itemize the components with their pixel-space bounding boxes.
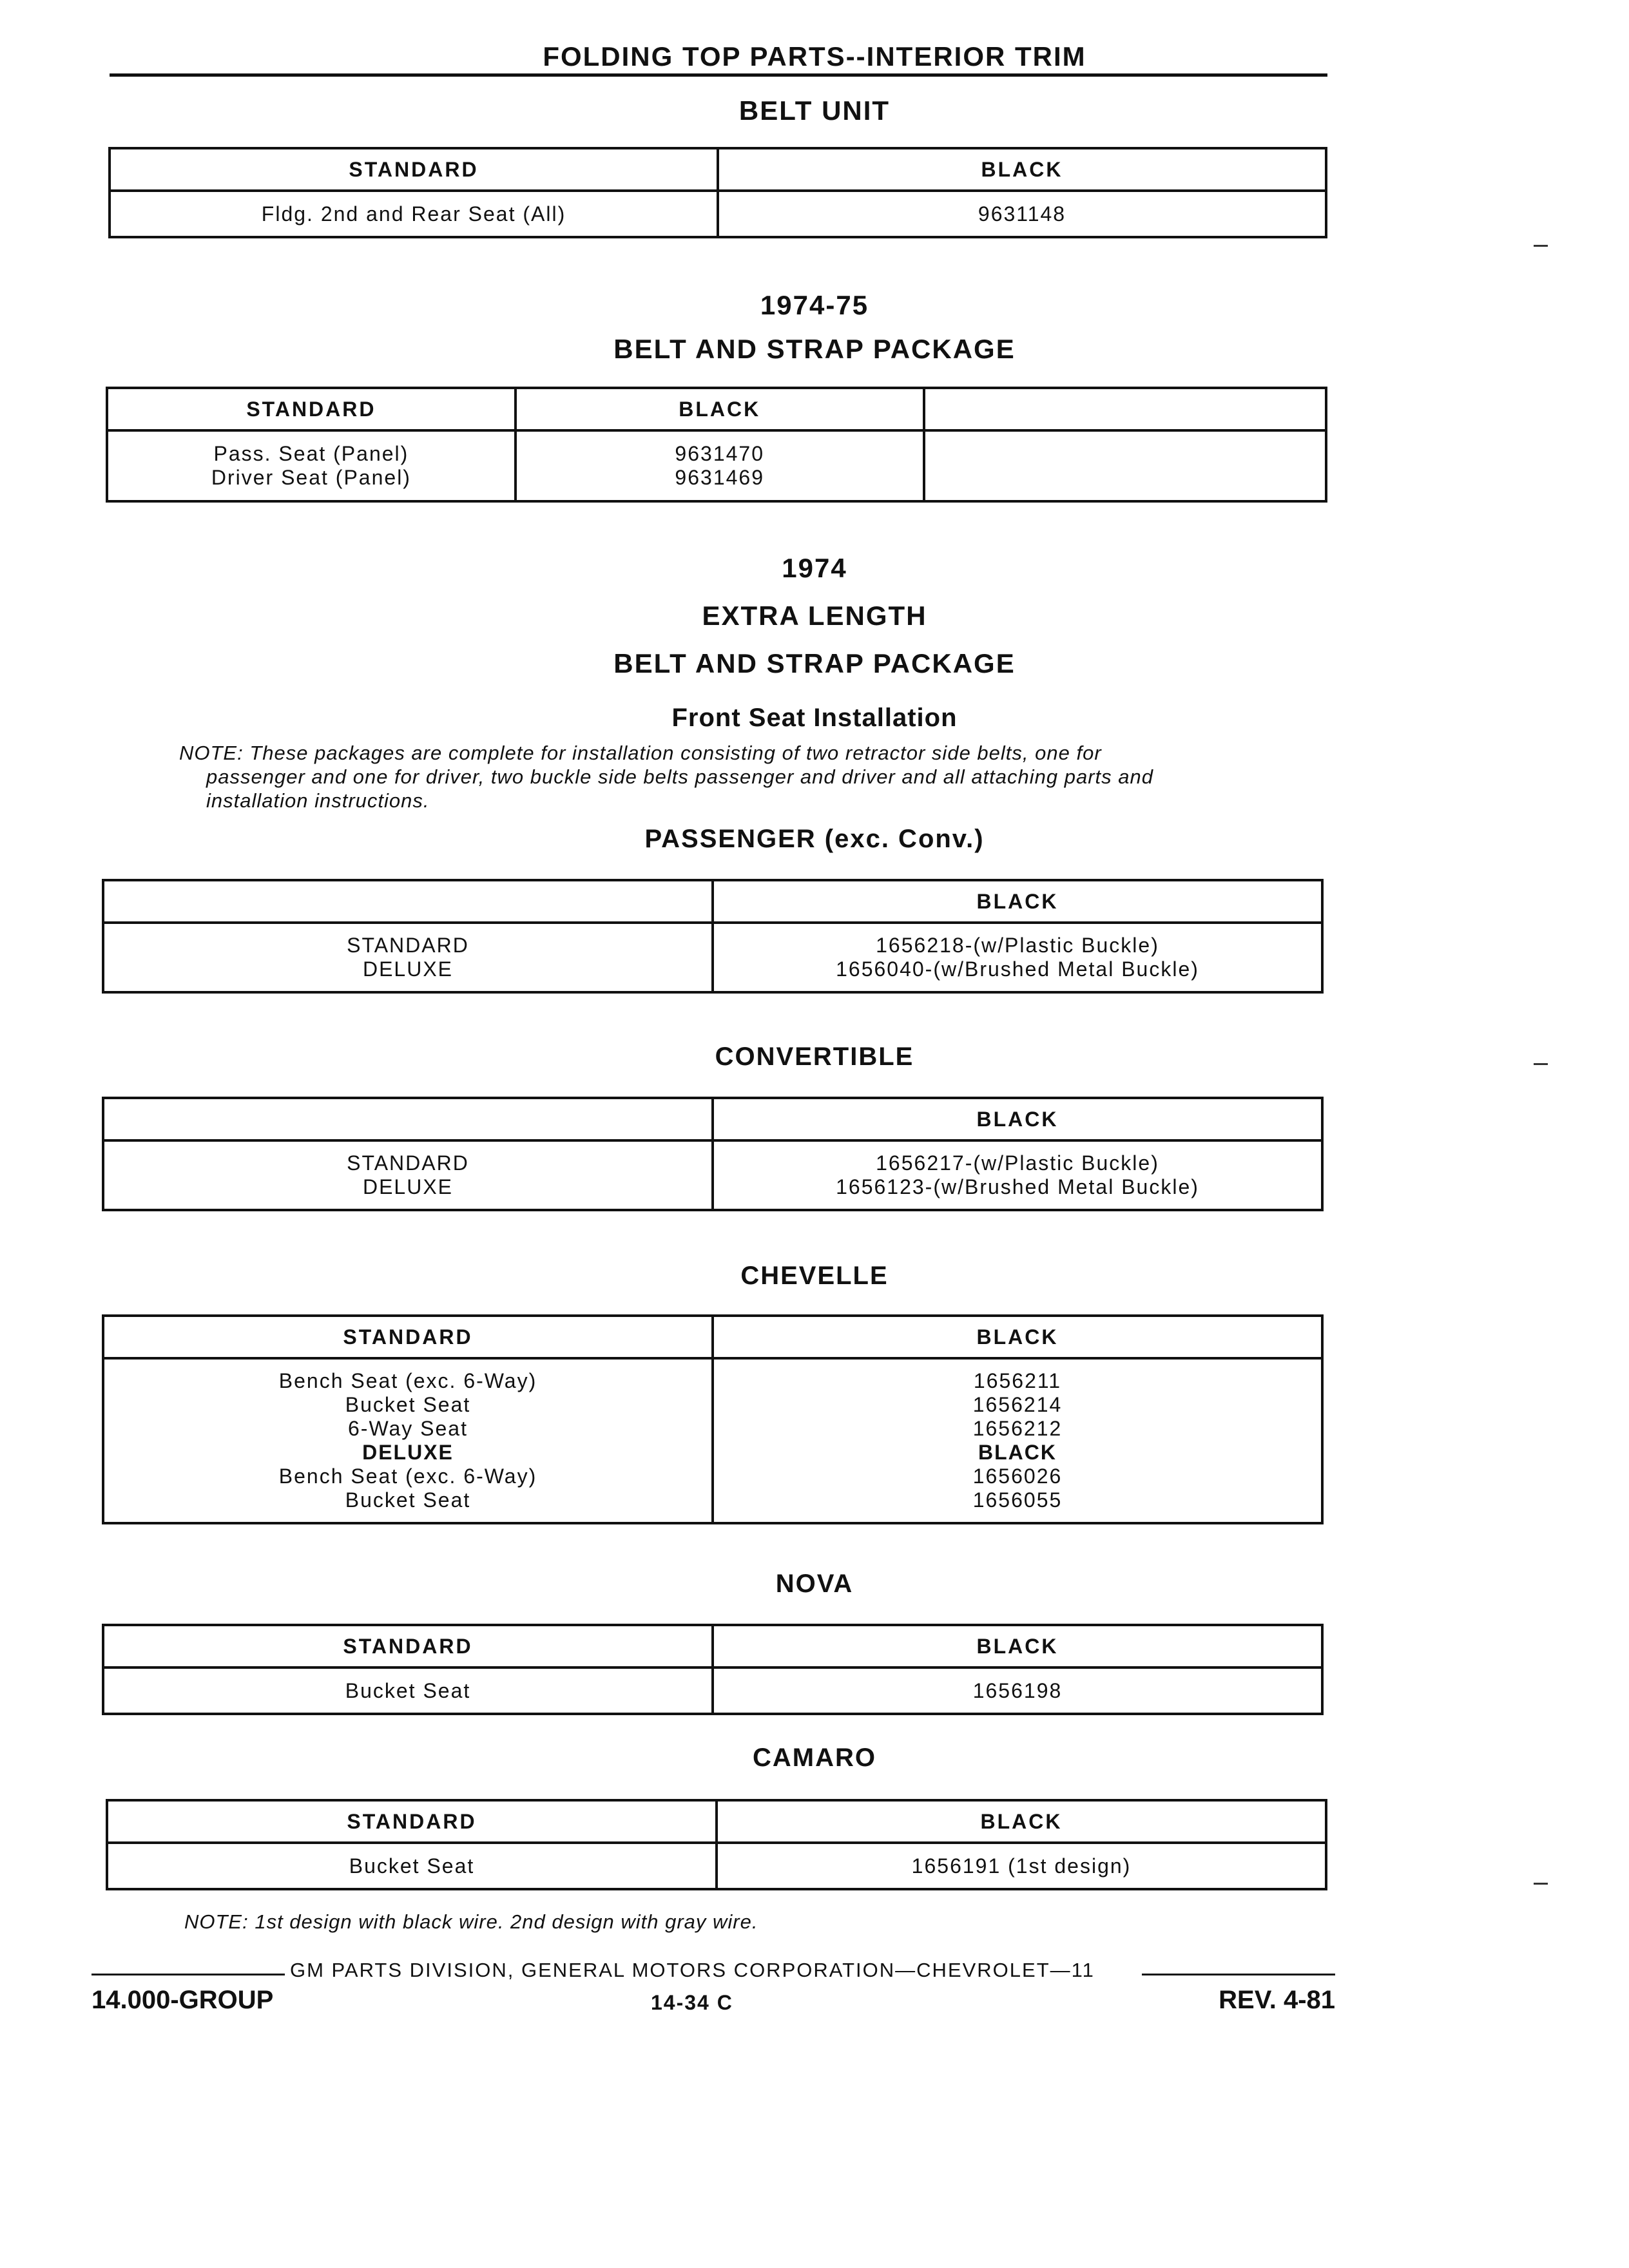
belt-unit-table xyxy=(108,147,1327,238)
belt-strap-title: BELT AND STRAP PACKAGE xyxy=(613,334,1016,364)
list-item: 1656217-(w/Plastic Buckle) xyxy=(876,1151,1159,1175)
margin-mark xyxy=(1534,1883,1548,1885)
list-item: 6-Way Seat xyxy=(348,1417,468,1440)
cell-seat-type: Bucket Seat xyxy=(103,1667,713,1714)
list-item: Bucket Seat xyxy=(345,1488,471,1512)
footer-page-number: 14-34 C xyxy=(651,1991,733,2014)
header-standard: STANDARD xyxy=(107,388,516,430)
header-black: BLACK xyxy=(713,880,1322,923)
margin-mark xyxy=(1534,1063,1548,1065)
list-item: Bench Seat (exc. 6-Way) xyxy=(278,1465,537,1488)
header-standard: STANDARD xyxy=(107,1800,717,1843)
list-item: 1656214 xyxy=(972,1393,1063,1416)
cell-part-numbers xyxy=(713,1140,1322,1210)
extra-length-subtitle: BELT AND STRAP PACKAGE xyxy=(613,648,1016,678)
header-black: BLACK xyxy=(516,388,924,430)
nova-title: NOVA xyxy=(775,1570,854,1598)
list-item: STANDARD xyxy=(347,934,469,957)
note-line: NOTE: These packages are complete for installation consisting of two retractor side belts, one for xyxy=(179,742,1102,764)
list-item: 9631470 xyxy=(675,442,764,465)
convertible-table xyxy=(102,1097,1324,1211)
belt-strap-table xyxy=(106,387,1327,503)
header-black: BLACK xyxy=(713,1625,1322,1667)
cell-part-number: 9631148 xyxy=(718,191,1326,237)
list-item: 1656212 xyxy=(972,1417,1063,1440)
list-item: DELUXE xyxy=(362,1441,454,1464)
cell-descriptions xyxy=(107,430,516,501)
list-item: 1656211 xyxy=(973,1369,1062,1392)
header-rule xyxy=(110,73,1327,77)
cell-part-number: 1656191 (1st design) xyxy=(717,1843,1326,1889)
cell-description: Fldg. 2nd and Rear Seat (All) xyxy=(110,191,718,237)
list-item: 1656123-(w/Brushed Metal Buckle) xyxy=(836,1175,1199,1198)
camaro-title: CAMARO xyxy=(753,1744,876,1772)
margin-mark xyxy=(1534,245,1548,247)
footer-rule-right xyxy=(1142,1974,1335,1975)
list-item: 1656055 xyxy=(972,1488,1063,1512)
header-empty xyxy=(924,388,1326,430)
list-item: 1656040-(w/Brushed Metal Buckle) xyxy=(836,957,1199,981)
note-line: passenger and one for driver, two buckle side belts passenger and driver and all attaching parts and xyxy=(206,765,1154,788)
front-seat-installation: Front Seat Installation xyxy=(671,704,958,732)
cell-trim xyxy=(103,923,713,992)
extra-length-title: EXTRA LENGTH xyxy=(702,601,927,631)
footer-division: GM PARTS DIVISION, GENERAL MOTORS CORPORATION—CHEVROLET—11 xyxy=(290,1959,1095,1981)
cell-empty xyxy=(924,430,1326,501)
camaro-note: NOTE: 1st design with black wire. 2nd design with gray wire. xyxy=(184,1910,758,1933)
chevelle-table xyxy=(102,1314,1324,1524)
list-item: 9631469 xyxy=(675,466,764,489)
list-item: STANDARD xyxy=(347,1151,469,1175)
header-empty xyxy=(103,880,713,923)
header-empty xyxy=(103,1098,713,1140)
convertible-title: CONVERTIBLE xyxy=(715,1043,914,1071)
page-header: FOLDING TOP PARTS--INTERIOR TRIM xyxy=(543,41,1086,72)
cell-part-numbers xyxy=(713,1358,1322,1523)
header-black: BLACK xyxy=(713,1316,1322,1358)
note-line: installation instructions. xyxy=(206,789,430,812)
passenger-table xyxy=(102,879,1324,994)
cell-seat-types xyxy=(103,1358,713,1523)
list-item: Driver Seat (Panel) xyxy=(211,466,411,489)
header-black: BLACK xyxy=(713,1098,1322,1140)
cell-part-numbers xyxy=(516,430,924,501)
footer-rule-left xyxy=(92,1974,285,1975)
header-black: BLACK xyxy=(717,1800,1326,1843)
belt-unit-title: BELT UNIT xyxy=(738,95,891,126)
extra-length-note xyxy=(179,741,1153,812)
footer-revision: REV. 4-81 xyxy=(1219,1986,1335,2014)
cell-part-number: 1656198 xyxy=(713,1667,1322,1714)
footer-group: 14.000-GROUP xyxy=(92,1986,274,2014)
camaro-table xyxy=(106,1799,1327,1890)
header-standard: STANDARD xyxy=(110,148,718,191)
header-standard: STANDARD xyxy=(103,1316,713,1358)
header-standard: STANDARD xyxy=(103,1625,713,1667)
list-item: 1656026 xyxy=(972,1465,1063,1488)
cell-trim xyxy=(103,1140,713,1210)
chevelle-title: CHEVELLE xyxy=(740,1262,889,1290)
cell-part-numbers xyxy=(713,923,1322,992)
list-item: Bucket Seat xyxy=(345,1393,471,1416)
year-1974-75: 1974-75 xyxy=(760,290,869,320)
year-1974: 1974 xyxy=(782,553,847,583)
list-item: BLACK xyxy=(978,1441,1057,1464)
list-item: 1656218-(w/Plastic Buckle) xyxy=(876,934,1159,957)
header-black: BLACK xyxy=(718,148,1326,191)
list-item: DELUXE xyxy=(362,957,454,981)
list-item: Pass. Seat (Panel) xyxy=(213,442,409,465)
passenger-title: PASSENGER (exc. Conv.) xyxy=(644,825,985,853)
list-item: Bench Seat (exc. 6-Way) xyxy=(278,1369,537,1392)
nova-table xyxy=(102,1624,1324,1715)
cell-seat-type: Bucket Seat xyxy=(107,1843,717,1889)
list-item: DELUXE xyxy=(362,1175,454,1198)
